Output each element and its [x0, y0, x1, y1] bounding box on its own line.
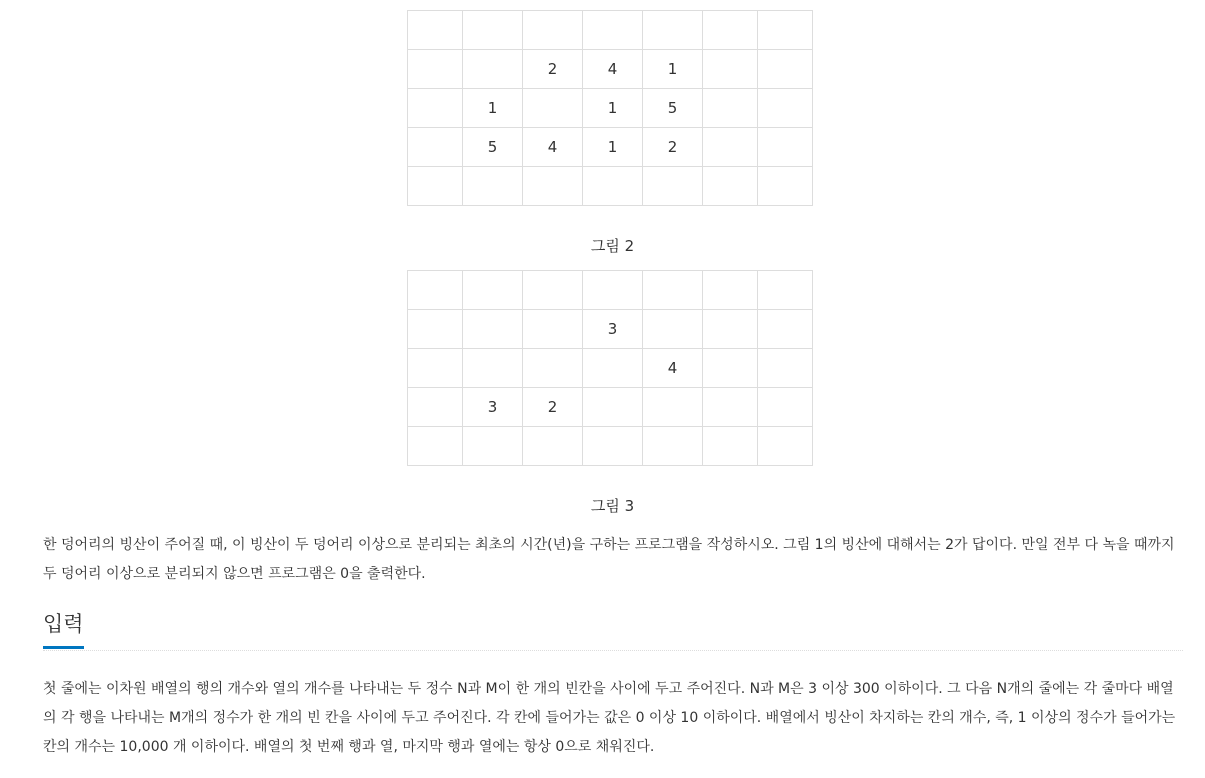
- grid-cell: 2: [643, 128, 703, 167]
- grid-cell: 1: [583, 128, 643, 167]
- grid-cell: [703, 167, 758, 206]
- grid-cell: [523, 349, 583, 388]
- grid-cell: [408, 89, 463, 128]
- figure-2-caption: 그림 2: [590, 237, 635, 255]
- grid-cell: 2: [523, 50, 583, 89]
- grid-row: [408, 11, 813, 50]
- grid-cell: [583, 388, 643, 427]
- grid-cell: [703, 89, 758, 128]
- grid-cell: [643, 427, 703, 466]
- grid-cell: [758, 427, 813, 466]
- grid-cell: 1: [463, 89, 523, 128]
- grid-cell: [523, 167, 583, 206]
- grid-cell: [758, 167, 813, 206]
- grid-cell: 4: [643, 349, 703, 388]
- figure-2-grid: [407, 10, 813, 206]
- grid-cell: [758, 89, 813, 128]
- grid-row: [408, 89, 813, 128]
- grid-row: [408, 349, 813, 388]
- grid-cell: [408, 310, 463, 349]
- grid-cell: [758, 349, 813, 388]
- grid-cell: [408, 349, 463, 388]
- grid-cell: [583, 11, 643, 50]
- grid-cell: [583, 271, 643, 310]
- grid-cell: [523, 427, 583, 466]
- grid-cell: [523, 271, 583, 310]
- grid-cell: [583, 427, 643, 466]
- input-section-title: 입력: [43, 610, 84, 649]
- grid-cell: 3: [583, 310, 643, 349]
- grid-cell: [643, 310, 703, 349]
- grid-cell: [758, 388, 813, 427]
- grid-cell: [408, 167, 463, 206]
- grid-row: [408, 271, 813, 310]
- grid-cell: [703, 349, 758, 388]
- figure-3-grid: [407, 270, 813, 466]
- grid-cell: 4: [523, 128, 583, 167]
- grid-cell: 2: [523, 388, 583, 427]
- grid-row: [408, 388, 813, 427]
- grid-cell: [758, 11, 813, 50]
- grid-cell: 5: [463, 128, 523, 167]
- grid-row: [408, 310, 813, 349]
- grid-cell: 4: [583, 50, 643, 89]
- grid-cell: 5: [643, 89, 703, 128]
- grid-cell: [643, 167, 703, 206]
- grid-cell: [758, 50, 813, 89]
- grid-cell: [408, 128, 463, 167]
- input-section-header: [43, 610, 1183, 651]
- grid-cell: [703, 310, 758, 349]
- grid-row: [408, 128, 813, 167]
- grid-cell: [703, 388, 758, 427]
- grid-cell: [703, 128, 758, 167]
- grid-cell: [703, 271, 758, 310]
- figure-3-caption: 그림 3: [590, 497, 635, 515]
- grid-cell: [408, 388, 463, 427]
- grid-cell: [643, 271, 703, 310]
- grid-cell: [523, 11, 583, 50]
- grid-cell: [408, 11, 463, 50]
- input-section-text: 첫 줄에는 이차원 배열의 행의 개수와 열의 개수를 나타내는 두 정수 N과 M이 한 개의 빈칸을 사이에 두고 주어진다. N과 M은 3 이상 300 이하이다. 그 다음 N개의 줄에는 각 줄마다 배열의 각 행을 나타내는 M개의 정수가 한 개의 빈 칸을 사이에 두고 주어진다. 각 칸에 들어가는 값은 0 이상 10 이하이다. 배열에서 빙산이 차지하는 칸의 개수, 즉, 1 이상의 정수가 들어가는 칸의 개수는 10,000 개 이하이다. 배열의 첫 번째 행과 열, 마지막 행과 열에는 항상 0으로 채워진다.: [43, 681, 1176, 755]
- grid-cell: [408, 50, 463, 89]
- grid-cell: [408, 427, 463, 466]
- grid-cell: [643, 388, 703, 427]
- grid-cell: 3: [463, 388, 523, 427]
- grid-row: [408, 167, 813, 206]
- grid-cell: [583, 349, 643, 388]
- grid-row: [408, 50, 813, 89]
- grid-cell: [408, 271, 463, 310]
- grid-cell: [643, 11, 703, 50]
- grid-cell: 1: [643, 50, 703, 89]
- grid-cell: [463, 167, 523, 206]
- grid-cell: [463, 11, 523, 50]
- grid-cell: [758, 271, 813, 310]
- grid-cell: [463, 271, 523, 310]
- grid-cell: 1: [583, 89, 643, 128]
- grid-cell: [703, 427, 758, 466]
- grid-cell: [758, 128, 813, 167]
- grid-cell: [463, 310, 523, 349]
- grid-cell: [703, 11, 758, 50]
- grid-cell: [523, 310, 583, 349]
- grid-cell: [463, 349, 523, 388]
- grid-cell: [463, 50, 523, 89]
- grid-row: [408, 427, 813, 466]
- grid-cell: [583, 167, 643, 206]
- grid-cell: [463, 427, 523, 466]
- grid-cell: [703, 50, 758, 89]
- grid-cell: [523, 89, 583, 128]
- grid-cell: [758, 310, 813, 349]
- problem-description: 한 덩어리의 빙산이 주어질 때, 이 빙산이 두 덩어리 이상으로 분리되는 최초의 시간(년)을 구하는 프로그램을 작성하시오. 그림 1의 빙산에 대해서는 2가 답이다. 만일 전부 다 녹을 때까지 두 덩어리 이상으로 분리되지 않으면 프로그램은 0을 출력한다.: [43, 537, 1175, 582]
